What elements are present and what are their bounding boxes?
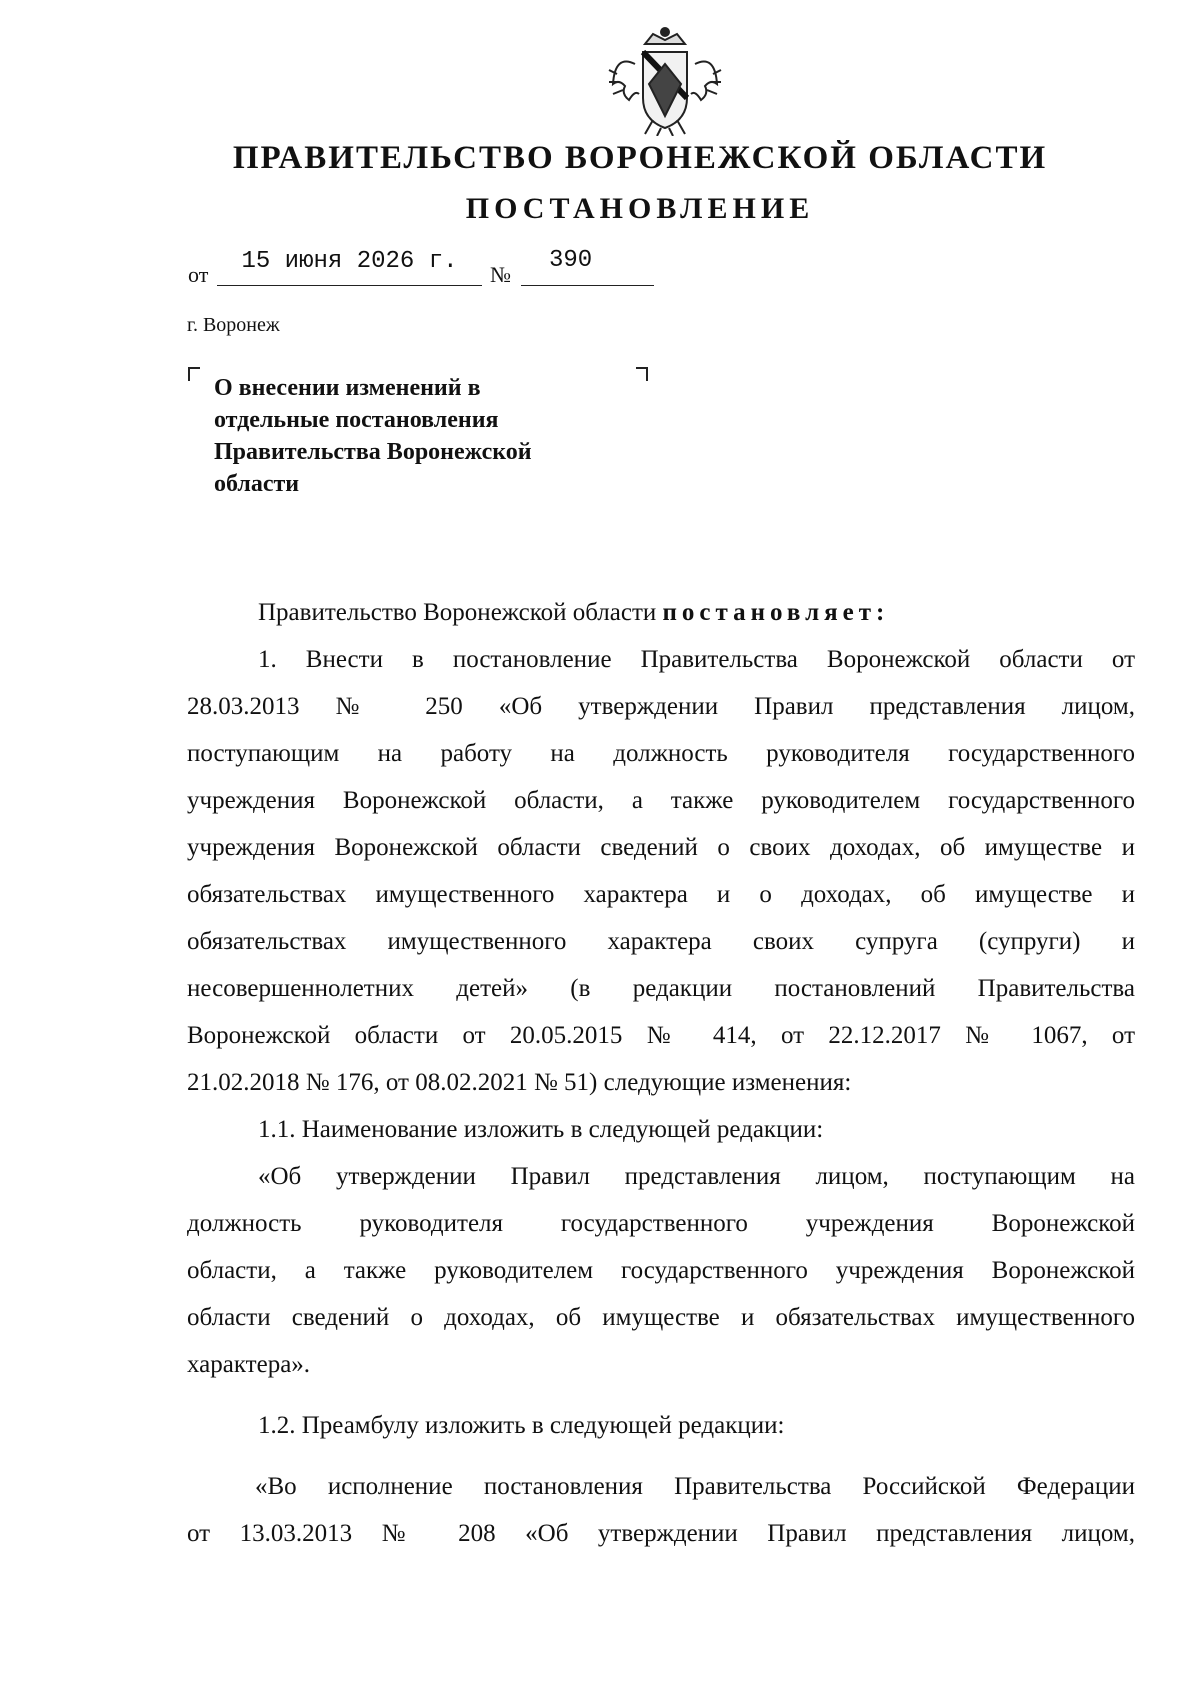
item-1-line: 28.03.2013 № 250 «Об утверждении Правил представления лицом,	[187, 693, 1135, 720]
item-1-line: учреждения Воронежской области, а также руководителем государственного	[187, 787, 1135, 814]
document-body	[187, 589, 1135, 1557]
subject-line: Правительства Воронежской	[214, 439, 532, 465]
date-number-line	[188, 247, 658, 292]
item-1-line: учреждения Воронежской области сведений о своих доходах, об имуществе и	[187, 834, 1135, 861]
item-1-line: 1. Внести в постановление Правительства Воронежской области от	[258, 646, 1135, 673]
intro-text: Правительство Воронежской области	[258, 599, 663, 626]
item-1-line: несовершеннолетних детей» (в редакции постановлений Правительства	[187, 975, 1135, 1002]
corner-bracket-left	[188, 367, 200, 381]
city-label: г. Воронеж	[187, 314, 280, 336]
item-1-1-heading: 1.1. Наименование изложить в следующей редакции:	[258, 1116, 824, 1143]
item-1-1-line: должность руководителя государственного учреждения Воронежской	[187, 1210, 1135, 1237]
document-subject	[214, 372, 634, 500]
item-1-line: 21.02.2018 № 176, от 08.02.2021 № 51) следующие изменения:	[187, 1069, 852, 1096]
date-field	[217, 248, 482, 286]
item-1-2-heading: 1.2. Преамбулу изложить в следующей редакции:	[258, 1412, 785, 1439]
intro-paragraph	[187, 589, 1135, 636]
number-sign-label: №	[490, 262, 511, 287]
subject-line: области	[214, 471, 300, 497]
item-1-2-line: «Во исполнение постановления Правительства Российской Федерации	[255, 1473, 1135, 1500]
document-number: 390	[549, 247, 593, 274]
item-1-line: поступающим на работу на должность руководителя государственного	[187, 740, 1135, 767]
corner-bracket-right	[636, 367, 648, 381]
subject-line: отдельные постановления	[214, 407, 499, 433]
item-1-line: Воронежской области от 20.05.2015 № 414, от 22.12.2017 № 1067, от	[187, 1022, 1135, 1049]
intro-decree-word: постановляет:	[662, 599, 890, 626]
item-1-1-line: «Об утверждении Правил представления лицом, поступающим на	[258, 1163, 1135, 1190]
item-1-1-line: области сведений о доходах, об имуществе и обязательствах имущественного	[187, 1304, 1135, 1331]
item-1-2-line: от 13.03.2013 № 208 «Об утверждении Правил представления лицом,	[187, 1520, 1135, 1547]
coat-of-arms-icon	[605, 24, 725, 136]
item-1-1-line: характера».	[187, 1351, 311, 1378]
subject-line: О внесении изменений в	[214, 375, 481, 401]
document-type: ПОСТАНОВЛЕНИЕ	[465, 192, 815, 225]
item-1-1-line: области, а также руководителем государственного учреждения Воронежской	[187, 1257, 1135, 1284]
paragraph-gap	[187, 1449, 1135, 1463]
number-field	[521, 247, 654, 286]
paragraph-gap	[187, 1388, 1135, 1402]
government-name: ПРАВИТЕЛЬСТВО ВОРОНЕЖСКОЙ ОБЛАСТИ	[232, 140, 1048, 176]
item-1-line: обязательствах имущественного характера своих супруга (супруги) и	[187, 928, 1135, 955]
item-1-line: обязательствах имущественного характера и о доходах, об имуществе и	[187, 881, 1135, 908]
date-value: 15 июня 2026 г.	[241, 248, 458, 275]
date-prefix-label: от	[188, 262, 209, 287]
